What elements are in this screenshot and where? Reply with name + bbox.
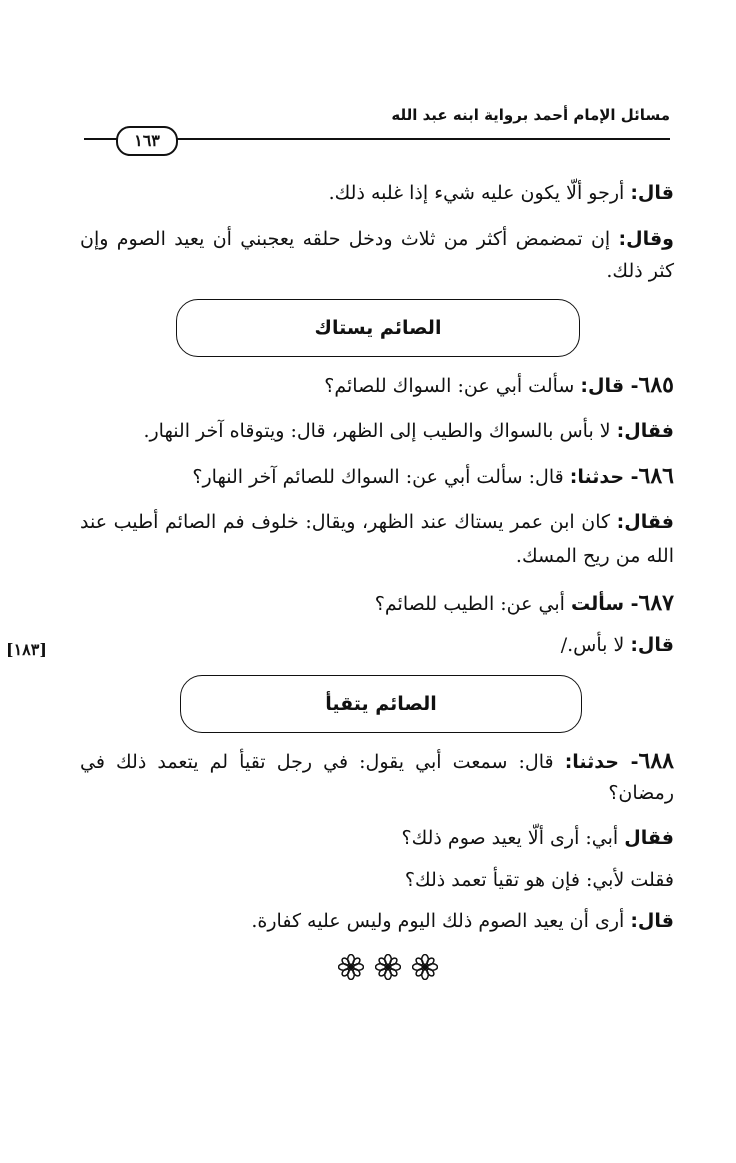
line-text: إن تمضمض أكثر من ثلاث ودخل حلقه يعجبني أن يعيد الصوم وإن bbox=[80, 228, 619, 250]
speaker-label: قال: bbox=[630, 634, 674, 656]
margin-reference: [١٨٣] bbox=[6, 640, 47, 659]
entry-line bbox=[192, 463, 674, 489]
text-line bbox=[561, 634, 674, 656]
speaker-label: - قال: bbox=[580, 375, 639, 397]
entry-number: ٦٨٥ bbox=[638, 372, 674, 398]
line-text: أرجو ألّا يكون عليه شيء إذا غلبه ذلك. bbox=[328, 182, 631, 204]
speaker-label: فقال bbox=[624, 827, 674, 849]
line-text: فقلت لأبي: فإن هو تقيأ تعمد ذلك؟ bbox=[404, 869, 674, 891]
text-line bbox=[606, 260, 674, 282]
section-heading-box bbox=[176, 299, 580, 357]
flower-ornament-icon bbox=[375, 954, 401, 980]
flower-ornament-icon bbox=[338, 954, 364, 980]
line-text: أبي: أرى ألّا يعيد صوم ذلك؟ bbox=[401, 827, 625, 849]
entry-number: ٦٨٦ bbox=[638, 463, 674, 489]
page-number: ١٦٣ bbox=[116, 126, 178, 156]
text-line bbox=[143, 420, 674, 442]
text-line bbox=[80, 511, 674, 533]
speaker-label: قال: bbox=[630, 910, 674, 932]
line-text: الله من ريح المسك. bbox=[515, 545, 674, 567]
text-line bbox=[402, 827, 674, 849]
speaker-label: فقال: bbox=[616, 420, 674, 442]
line-text: لا بأس./ bbox=[560, 634, 631, 656]
section-heading-box bbox=[180, 675, 582, 733]
line-text: كثر ذلك. bbox=[606, 260, 674, 282]
line-text: أبي عن: الطيب للصائم؟ bbox=[374, 593, 571, 615]
text-line bbox=[80, 228, 674, 250]
entry-line bbox=[375, 590, 674, 616]
text-line bbox=[405, 869, 674, 891]
text-line bbox=[608, 782, 674, 804]
text-line bbox=[516, 545, 674, 567]
line-text: سألت أبي عن: السواك للصائم؟ bbox=[324, 375, 581, 397]
line-text: رمضان؟ bbox=[608, 782, 674, 804]
line-text: أرى أن يعيد الصوم ذلك اليوم وليس عليه كفارة. bbox=[251, 910, 631, 932]
text-line bbox=[329, 182, 674, 204]
speaker-label: قال: bbox=[630, 182, 674, 204]
entry-line bbox=[80, 748, 674, 774]
line-text: كان ابن عمر يستاك عند الظهر، ويقال: خلوف فم الصائم أطيب عند bbox=[80, 511, 617, 533]
section-heading: الصائم يتقيأ bbox=[325, 693, 437, 715]
entry-line bbox=[324, 372, 674, 398]
flower-ornament-icon bbox=[412, 954, 438, 980]
closing-ornaments bbox=[338, 954, 438, 980]
speaker-label: وقال: bbox=[618, 228, 674, 250]
speaker-label: - حدثنا: bbox=[564, 751, 639, 773]
line-text: لا بأس بالسواك والطيب إلى الظهر، قال: ويتوقاه آخر النهار. bbox=[143, 420, 617, 442]
speaker-label: فقال: bbox=[616, 511, 674, 533]
speaker-label: - حدثنا: bbox=[569, 466, 639, 488]
entry-number: ٦٨٨ bbox=[638, 748, 674, 774]
line-text: قال: سمعت أبي يقول: في رجل تقيأ لم يتعمد ذلك في bbox=[80, 751, 565, 773]
running-header: مسائل الإمام أحمد برواية ابنه عبد الله bbox=[391, 106, 670, 124]
entry-number: ٦٨٧ bbox=[638, 590, 674, 616]
line-text: قال: سألت أبي عن: السواك للصائم آخر النهار؟ bbox=[192, 466, 570, 488]
section-heading: الصائم يستاك bbox=[314, 317, 442, 339]
speaker-label: - سألت bbox=[570, 593, 639, 615]
text-line bbox=[251, 910, 674, 932]
